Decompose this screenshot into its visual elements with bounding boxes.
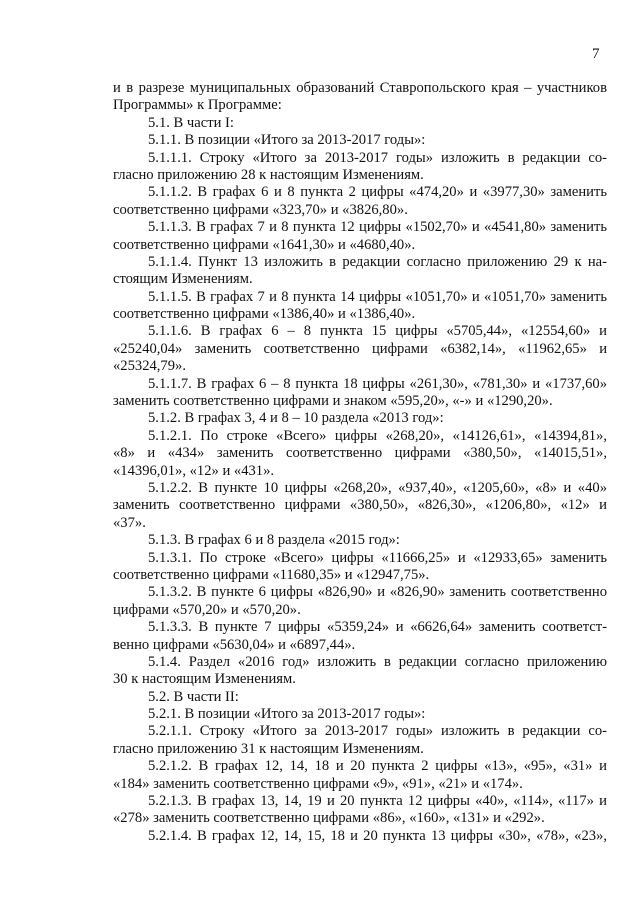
text-line: 5.1.1.4. Пункт 13 изложить в редакции согласно приложению 29 к на- (148, 253, 607, 270)
text-line: венно цифрами «5630,04» и «6897,44». (113, 636, 356, 653)
text-line: «14396,01», «12» и «431». (113, 462, 275, 479)
text-line: 5.1.3.2. В пункте 6 цифры «826,90» и «826,90» заменить соответственно (148, 584, 607, 601)
text-line: 5.2.1.4. В графах 12, 14, 15, 18 и 20 пункта 13 цифры «30», «78», «23», (148, 827, 607, 844)
text-line: 5.1.1.1. Строку «Итого за 2013-2017 годы» изложить в редакции со- (148, 149, 607, 166)
text-line: 30 к настоящим Изменениям. (113, 671, 296, 688)
text-line: 5.1.2.1. По строке «Всего» цифры «268,20», «14126,61», «14394,81», (148, 427, 607, 444)
text-line: 5.2.1. В позиции «Итого за 2013-2017 годы»: (148, 706, 426, 723)
text-line: 5.1.1.5. В графах 7 и 8 пункта 14 цифры «1051,70» и «1051,70» заменить (148, 288, 607, 305)
text-line: и в разрезе муниципальных образований Ставропольского края – участников (113, 80, 607, 96)
text-line: 5.1.3.1. По строке «Всего» цифры «11666,25» и «12933,65» заменить (148, 549, 607, 566)
text-line: 5.1. В части I: (148, 114, 234, 131)
text-line: 5.2.1.1. Строку «Итого за 2013-2017 годы» изложить в редакции со- (148, 723, 607, 740)
text-line: «25324,79». (113, 358, 186, 375)
text-line: 5.1.1.2. В графах 6 и 8 пункта 2 цифры «474,20» и «3977,30» заменить (148, 184, 607, 201)
text-line: гласно приложению 28 к настоящим Изменениям. (113, 166, 424, 183)
text-line: Программы» к Программе: (113, 97, 282, 114)
text-line: 5.1.1. В позиции «Итого за 2013-2017 годы»: (148, 132, 426, 149)
text-line: соответственно цифрами «1386,40» и «1386,40». (113, 306, 416, 323)
text-line: «184» заменить соответственно цифрами «9», «91», «21» и «174». (113, 775, 523, 792)
text-line: соответственно цифрами «11680,35» и «12947,75». (113, 566, 430, 583)
text-line: «37». (113, 514, 146, 531)
text-line: 5.1.1.3. В графах 7 и 8 пункта 12 цифры «1502,70» и «4541,80» заменить (148, 219, 607, 236)
text-line: гласно приложению 31 к настоящим Изменениям. (113, 740, 424, 757)
text-line: заменить соответственно цифрами «380,50», «826,30», «1206,80», «12» и (113, 497, 607, 514)
document-body (113, 80, 607, 845)
text-line: заменить соответственно цифрами и знаком «595,20», «-» и «1290,20». (113, 393, 553, 410)
text-line: 5.1.1.7. В графах 6 – 8 пункта 18 цифры «261,30», «781,30» и «1737,60» (148, 375, 607, 392)
text-line: 5.2.1.2. В графах 12, 14, 18 и 20 пункта 2 цифры «13», «95», «31» и (148, 758, 607, 775)
text-line: 5.2. В части II: (148, 688, 239, 705)
text-line: 5.1.2.2. В пункте 10 цифры «268,20», «937,40», «1205,60», «8» и «40» (148, 479, 607, 496)
text-line: цифрами «570,20» и «570,20». (113, 601, 301, 618)
text-line: соответственно цифрами «1641,30» и «4680,40». (113, 236, 416, 253)
text-line: «8» и «434» заменить соответственно цифрами «380,50», «14015,51», (113, 445, 607, 462)
text-line: 5.1.4. Раздел «2016 год» изложить в редакции согласно приложению (148, 653, 607, 670)
text-line: «278» заменить соответственно цифрами «86», «160», «131» и «292». (113, 810, 545, 827)
text-line: 5.1.2. В графах 3, 4 и 8 – 10 раздела «2013 год»: (148, 410, 444, 427)
text-line: 5.1.1.6. В графах 6 – 8 пункта 15 цифры «5705,44», «12554,60» и (148, 323, 607, 340)
text-line: «25240,04» заменить соответственно цифрами «6382,14», «11962,65» и (113, 340, 607, 357)
page-number: 7 (592, 46, 600, 62)
text-line: 5.2.1.3. В графах 13, 14, 19 и 20 пункта 12 цифры «40», «114», «117» и (148, 793, 607, 810)
text-line: 5.1.3. В графах 6 и 8 раздела «2015 год»: (148, 532, 400, 549)
text-line: стоящим Изменениям. (113, 271, 253, 288)
text-line: соответственно цифрами «323,70» и «3826,80». (113, 201, 408, 218)
text-line: 5.1.3.3. В пункте 7 цифры «5359,24» и «6626,64» заменить соответст- (148, 619, 607, 636)
